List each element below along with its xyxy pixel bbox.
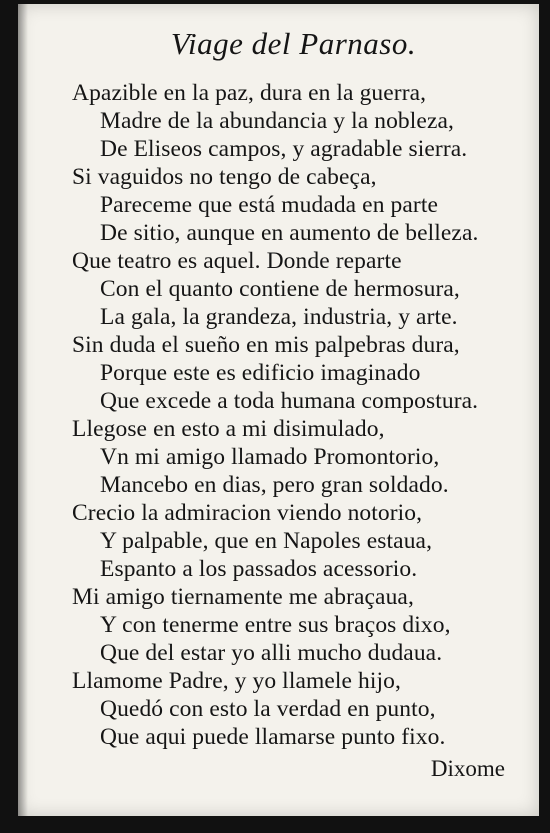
verse-line: La gala, la grandeza, industria, y arte. <box>100 304 458 330</box>
book-page <box>18 4 539 816</box>
catchword: Dixome <box>430 756 505 781</box>
page-content <box>18 4 539 816</box>
verse-line: Apazible en la paz, dura en la guerra, <box>72 80 427 106</box>
verse-line: De Eliseos campos, y agradable sierra. <box>100 136 468 162</box>
verse-line: Crecio la admiracion viendo notorio, <box>72 500 423 526</box>
verse-line: Mi amigo tiernamente me abraçaua, <box>72 584 414 610</box>
verse-line: Que excede a toda humana compostura. <box>100 388 479 414</box>
verse-line: Porque este es edificio imaginado <box>100 360 421 386</box>
verse-line: Llegose en esto a mi disimulado, <box>72 416 385 442</box>
verse-line: Llamome Padre, y yo llamele hijo, <box>72 668 401 694</box>
verse-line: Que teatro es aquel. Donde reparte <box>72 248 402 274</box>
verse-line: De sitio, aunque en aumento de belleza. <box>100 220 479 246</box>
verse-line: Mancebo en dias, pero gran soldado. <box>100 472 449 498</box>
verse-line: Y con tenerme entre sus braços dixo, <box>100 612 451 638</box>
verse-line: Vn mi amigo llamado Promontorio, <box>100 444 440 470</box>
verse-line: Que del estar yo alli mucho dudaua. <box>100 640 443 666</box>
verse-line: Sin duda el sueño en mis palpebras dura, <box>72 332 460 358</box>
verse-line: Y palpable, que en Napoles estaua, <box>100 528 433 554</box>
verse-line: Que aqui puede llamarse punto fixo. <box>100 724 446 750</box>
verse-line: Madre de la abundancia y la nobleza, <box>100 108 454 134</box>
verse-line: Quedó con esto la verdad en punto, <box>100 696 436 722</box>
verse-line: Espanto a los passados acessorio. <box>100 556 418 582</box>
verse-line: Pareceme que está mudada en parte <box>100 192 439 218</box>
verse-line: Con el quanto contiene de hermosura, <box>100 276 460 302</box>
running-title: Viage del Parnaso. <box>170 26 417 61</box>
verse-block <box>72 79 522 751</box>
verse-line: Si vaguidos no tengo de cabeça, <box>72 164 377 190</box>
